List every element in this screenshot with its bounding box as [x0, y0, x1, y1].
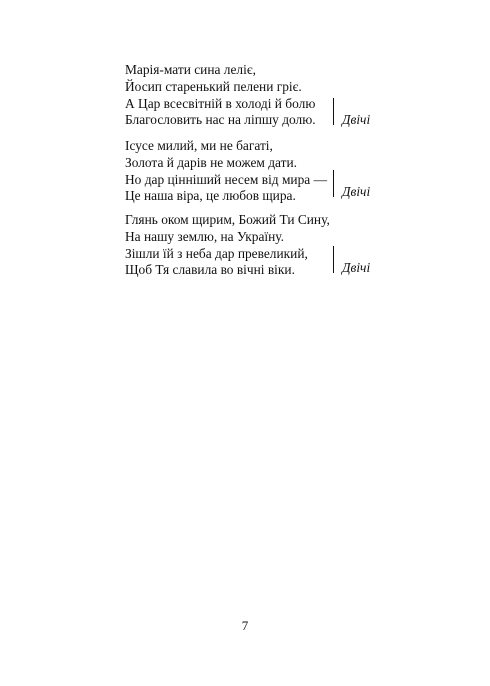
verse-line: Щоб Тя славила во вічні віки. [125, 262, 295, 278]
stanza-2 [125, 138, 385, 205]
verse-line: Йосип старенький пелени гріє. [125, 78, 302, 94]
verse-line: Ісусе милий, ми не багаті, [125, 138, 273, 153]
page-number: 7 [241, 618, 249, 633]
repeat-bracket [333, 170, 334, 197]
verse-line: А Цар всесвітній в холоді й болю [125, 95, 316, 111]
repeat-label: Двічі [342, 260, 371, 275]
verse-line: Це наша віра, це любов щира. [125, 188, 296, 204]
verse-line: Глянь оком щирим, Божий Ти Сину, [125, 212, 330, 227]
verse-line: Благословить нас на ліпшу долю. [125, 112, 316, 128]
verse-line: Зішли їй з неба дар превеликий, [125, 245, 308, 261]
repeat-bracket [333, 246, 334, 273]
verse-line: На нашу землю, на Україну. [125, 228, 285, 244]
verse-line: Золота й дарів не можем дати. [125, 154, 297, 170]
repeat-label: Двічі [342, 184, 371, 199]
stanza-1 [125, 62, 385, 129]
verse-line: Марія-мати сина леліє, [125, 62, 256, 77]
verse-line: Но дар цінніший несем від мира — [125, 171, 327, 187]
stanza-3 [125, 212, 385, 279]
repeat-bracket [333, 98, 334, 125]
repeat-label: Двічі [342, 112, 371, 127]
